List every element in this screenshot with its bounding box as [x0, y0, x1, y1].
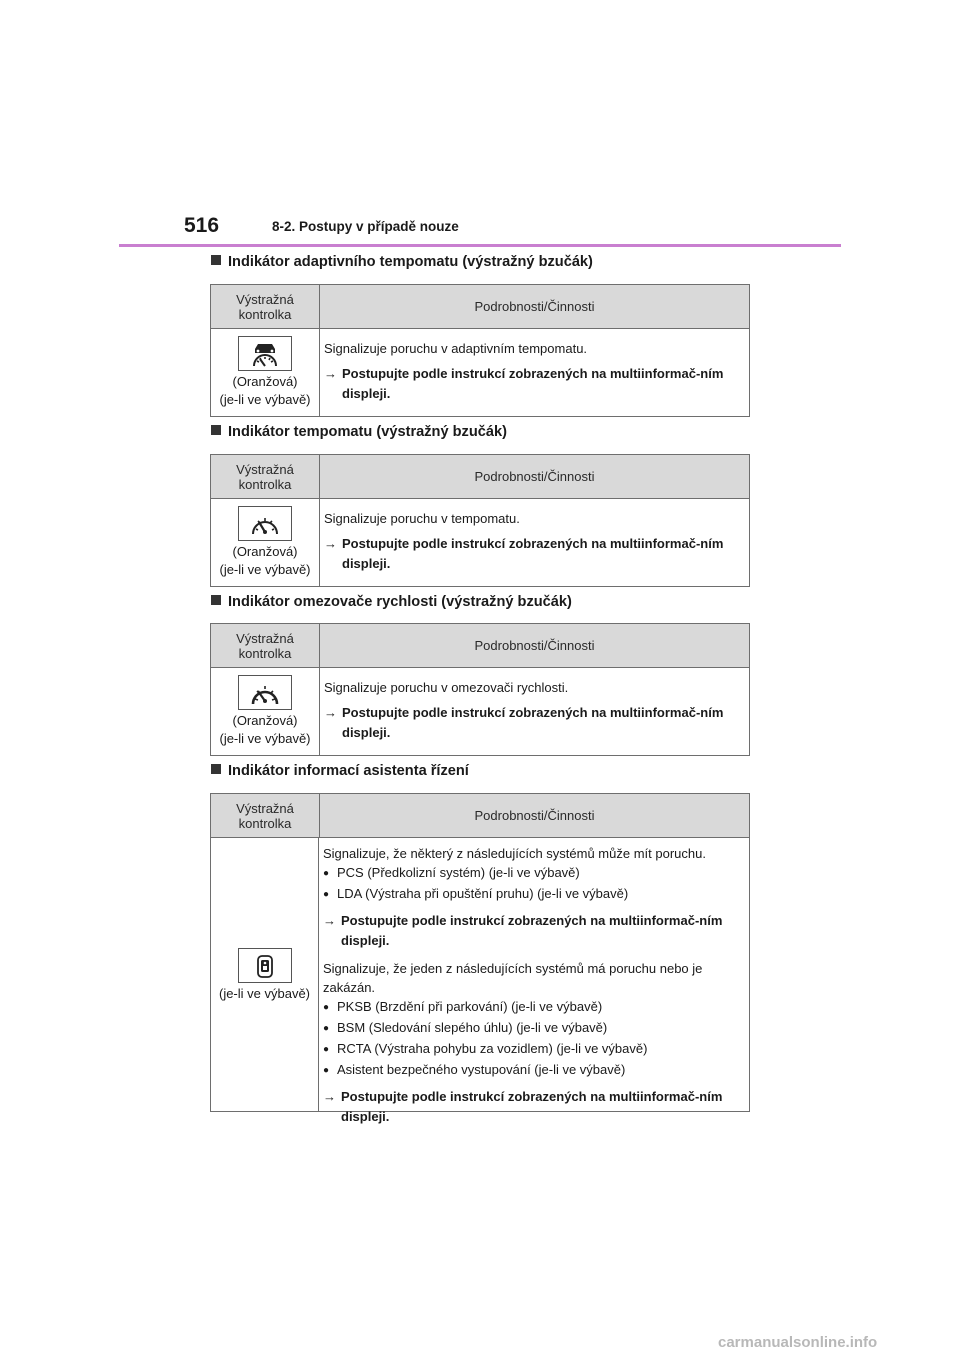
section-title-driving-assist: Indikátor informací asistenta řízení: [211, 763, 469, 779]
col-header-details: Podrobnosti/Činnosti: [474, 469, 595, 484]
list-item: ● RCTA (Výstraha pohybu za vozidlem) (je-li ve výbavě): [323, 1039, 745, 1060]
table-header: [211, 285, 749, 329]
section-title-cruise: Indikátor tempomatu (výstražný bzučák): [211, 424, 507, 440]
square-bullet-icon: [211, 425, 221, 435]
arrow-icon: →: [324, 705, 337, 720]
warning-light-cell: [211, 838, 319, 1111]
list-item: ● PKSB (Brzdění při parkování) (je-li ve výbavě): [323, 997, 745, 1018]
color-label: (Oranžová): [232, 544, 298, 559]
equip-label: (je-li ve výbavě): [218, 986, 311, 1001]
table-row: [211, 329, 749, 416]
table-speed-limiter: [210, 623, 750, 756]
section-title-adaptive-cruise: Indikátor adaptivního tempomatu (výstražný bzučák): [211, 254, 593, 270]
adaptive-cruise-icon: [238, 336, 292, 371]
col-header-warning-light: Výstražná kontrolka: [211, 455, 320, 498]
arrow-icon: →: [324, 366, 337, 381]
warning-light-cell: [211, 499, 320, 586]
equip-label: (je-li ve výbavě): [219, 731, 311, 746]
table-row: [211, 499, 749, 586]
details-cell: [320, 668, 749, 755]
list-item: ● PCS (Předkolizní systém) (je-li ve výbavě): [323, 863, 745, 884]
square-bullet-icon: [211, 595, 221, 605]
description: Signalizuje poruchu v omezovači rychlosti.: [324, 680, 569, 695]
col-header-warning-light: Výstražná kontrolka: [211, 285, 320, 328]
description: Signalizuje, že některý z následujících systémů může mít poruchu.: [323, 846, 706, 861]
list-item: ● LDA (Výstraha při opuštění pruhu) (je-li ve výbavě): [323, 884, 745, 905]
warning-light-cell: [211, 668, 320, 755]
col-header-details: Podrobnosti/Činnosti: [474, 638, 595, 653]
square-bullet-icon: [211, 764, 221, 774]
color-label: (Oranžová): [232, 374, 298, 389]
chapter-title: 8-2. Postupy v případě nouze: [272, 219, 459, 234]
col-header-warning-light: Výstražná kontrolka: [211, 624, 320, 667]
action-step: → Postupujte podle instrukcí zobrazených na multiinformač-ním displeji.: [324, 703, 745, 743]
details-cell: [319, 838, 749, 1124]
action-step: → Postupujte podle instrukcí zobrazených na multiinformač-ním displeji.: [324, 534, 745, 574]
table-adaptive-cruise: [210, 284, 750, 417]
square-bullet-icon: [211, 255, 221, 265]
description: Signalizuje poruchu v adaptivním tempomatu.: [324, 341, 588, 356]
header-divider: [119, 244, 841, 247]
arrow-icon: →: [323, 1089, 336, 1104]
description: Signalizuje, že jeden z následujících systémů má poruchu nebo je zakázán.: [323, 961, 703, 995]
equip-label: (je-li ve výbavě): [219, 562, 311, 577]
table-driving-assist: [210, 793, 750, 1124]
col-header-details: Podrobnosti/Činnosti: [474, 299, 595, 314]
watermark: carmanualsonline.info: [718, 1334, 878, 1351]
arrow-icon: →: [324, 536, 337, 551]
details-cell: [320, 329, 749, 416]
details-cell: [320, 499, 749, 586]
warning-light-cell: [211, 329, 320, 416]
table-row: [211, 838, 749, 1124]
driving-assist-icon: [238, 948, 292, 983]
table-header: [211, 455, 749, 499]
description: Signalizuje poruchu v tempomatu.: [324, 511, 520, 526]
speed-limiter-icon: [238, 675, 292, 710]
table-header: [211, 624, 749, 668]
action-step: → Postupujte podle instrukcí zobrazených na multiinformač-ním displeji.: [323, 911, 745, 951]
table-cruise: [210, 454, 750, 587]
list-item: ● BSM (Sledování slepého úhlu) (je-li ve výbavě): [323, 1018, 745, 1039]
list-item: ● Asistent bezpečného vystupování (je-li ve výbavě): [323, 1060, 745, 1081]
cruise-control-icon: [238, 506, 292, 541]
page-number: 516: [184, 214, 220, 237]
arrow-icon: →: [323, 913, 336, 928]
col-header-warning-light: Výstražná kontrolka: [211, 794, 320, 837]
table-row: [211, 668, 749, 755]
action-step: → Postupujte podle instrukcí zobrazených na multiinformač-ním displeji.: [324, 364, 745, 404]
equip-label: (je-li ve výbavě): [219, 392, 311, 407]
action-step: → Postupujte podle instrukcí zobrazených na multiinformač-ním displeji.: [323, 1087, 745, 1127]
color-label: (Oranžová): [232, 713, 298, 728]
table-header: [211, 794, 749, 838]
col-header-details: Podrobnosti/Činnosti: [474, 808, 595, 823]
section-title-speed-limiter: Indikátor omezovače rychlosti (výstražný bzučák): [211, 594, 572, 610]
